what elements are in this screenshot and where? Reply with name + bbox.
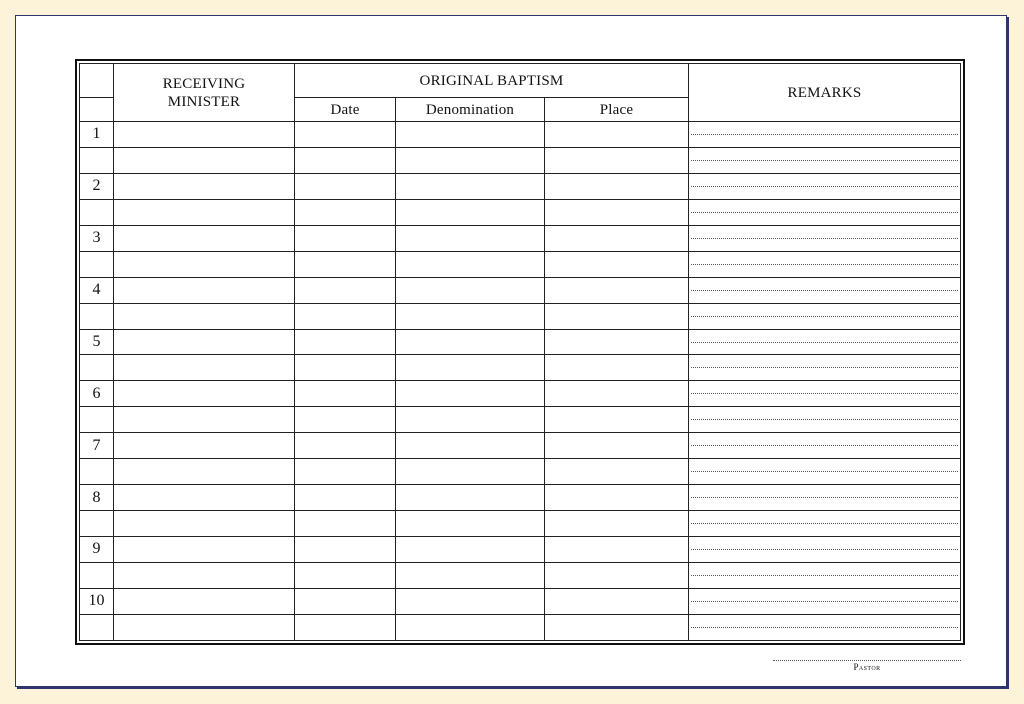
remarks-dotted-line — [691, 160, 958, 161]
remarks-dotted-line — [691, 471, 958, 472]
remarks-dotted-line — [691, 238, 958, 239]
receiving-minister-cell[interactable] — [114, 225, 295, 251]
table-row — [80, 459, 961, 485]
remarks-cell[interactable] — [689, 614, 961, 640]
register-table-frame — [75, 59, 965, 645]
place-cell[interactable] — [545, 433, 689, 459]
remarks-cell[interactable] — [689, 588, 961, 614]
place-cell[interactable] — [545, 199, 689, 225]
remarks-dotted-line — [691, 393, 958, 394]
place-header: Place — [545, 98, 689, 122]
date-cell[interactable] — [295, 485, 396, 511]
receiving-minister-cell[interactable] — [114, 251, 295, 277]
denomination-cell[interactable] — [396, 407, 545, 433]
remarks-cell[interactable] — [689, 147, 961, 173]
denomination-cell[interactable] — [396, 173, 545, 199]
entry-number: 8 — [80, 485, 114, 511]
date-cell[interactable] — [295, 329, 396, 355]
denomination-cell[interactable] — [396, 459, 545, 485]
remarks-dotted-line — [691, 367, 958, 368]
denomination-cell[interactable] — [396, 588, 545, 614]
remarks-dotted-line — [691, 212, 958, 213]
entry-number: 2 — [80, 173, 114, 199]
remarks-cell[interactable] — [689, 459, 961, 485]
place-cell[interactable] — [545, 381, 689, 407]
date-cell[interactable] — [295, 562, 396, 588]
entry-number: 3 — [80, 225, 114, 251]
remarks-cell[interactable] — [689, 537, 961, 563]
pastor-label: Pastor — [853, 662, 881, 672]
place-cell[interactable] — [545, 485, 689, 511]
remarks-dotted-line — [691, 342, 958, 343]
receiving-minister-cell[interactable] — [114, 277, 295, 303]
place-cell[interactable] — [545, 329, 689, 355]
entry-number: 5 — [80, 329, 114, 355]
remarks-dotted-line — [691, 575, 958, 576]
denomination-cell[interactable] — [396, 251, 545, 277]
denomination-cell[interactable] — [396, 562, 545, 588]
remarks-cell[interactable] — [689, 355, 961, 381]
remarks-dotted-line — [691, 627, 958, 628]
receiving-minister-cell[interactable] — [114, 122, 295, 148]
entry-number-blank — [80, 511, 114, 537]
receiving-minister-cell[interactable] — [114, 511, 295, 537]
table-row — [80, 147, 961, 173]
remarks-dotted-line — [691, 549, 958, 550]
table-row — [80, 485, 961, 511]
receiving-minister-cell[interactable] — [114, 303, 295, 329]
entry-number: 10 — [80, 588, 114, 614]
table-row — [80, 277, 961, 303]
remarks-cell[interactable] — [689, 225, 961, 251]
date-cell[interactable] — [295, 588, 396, 614]
remarks-dotted-line — [691, 601, 958, 602]
receiving-minister-cell[interactable] — [114, 537, 295, 563]
receiving-minister-cell[interactable] — [114, 329, 295, 355]
receiving-minister-cell[interactable] — [114, 485, 295, 511]
table-row — [80, 122, 961, 148]
date-header: Date — [295, 98, 396, 122]
receiving-minister-cell[interactable] — [114, 147, 295, 173]
register-body — [80, 122, 961, 641]
date-cell[interactable] — [295, 459, 396, 485]
denomination-cell[interactable] — [396, 537, 545, 563]
denomination-cell[interactable] — [396, 433, 545, 459]
remarks-cell[interactable] — [689, 173, 961, 199]
date-cell[interactable] — [295, 147, 396, 173]
date-cell[interactable] — [295, 381, 396, 407]
denomination-cell[interactable] — [396, 355, 545, 381]
place-cell[interactable] — [545, 511, 689, 537]
remarks-cell[interactable] — [689, 381, 961, 407]
remarks-cell[interactable] — [689, 122, 961, 148]
remarks-header: REMARKS — [689, 64, 961, 122]
denomination-header: Denomination — [396, 98, 545, 122]
remarks-cell[interactable] — [689, 433, 961, 459]
register-table — [79, 63, 961, 641]
entry-number: 9 — [80, 537, 114, 563]
date-cell[interactable] — [295, 511, 396, 537]
remarks-cell[interactable] — [689, 277, 961, 303]
place-cell[interactable] — [545, 355, 689, 381]
remarks-cell[interactable] — [689, 485, 961, 511]
denomination-cell[interactable] — [396, 199, 545, 225]
receiving-minister-header: RECEIVING MINISTER — [114, 64, 295, 122]
remarks-cell[interactable] — [689, 329, 961, 355]
date-cell[interactable] — [295, 122, 396, 148]
table-row — [80, 588, 961, 614]
place-cell[interactable] — [545, 173, 689, 199]
denomination-cell[interactable] — [396, 225, 545, 251]
receiving-minister-cell[interactable] — [114, 381, 295, 407]
remarks-cell[interactable] — [689, 303, 961, 329]
receiving-minister-cell[interactable] — [114, 199, 295, 225]
remarks-cell[interactable] — [689, 407, 961, 433]
table-row — [80, 433, 961, 459]
denomination-cell[interactable] — [396, 614, 545, 640]
entry-number-blank — [80, 303, 114, 329]
entry-number: 7 — [80, 433, 114, 459]
remarks-dotted-line — [691, 134, 958, 135]
remarks-dotted-line — [691, 186, 958, 187]
table-row — [80, 251, 961, 277]
place-cell[interactable] — [545, 225, 689, 251]
pastor-signature-line — [773, 660, 961, 661]
receiving-minister-cell[interactable] — [114, 614, 295, 640]
receiving-minister-cell[interactable] — [114, 588, 295, 614]
entry-number-blank — [80, 614, 114, 640]
date-cell[interactable] — [295, 433, 396, 459]
remarks-cell[interactable] — [689, 511, 961, 537]
table-row — [80, 225, 961, 251]
place-cell[interactable] — [545, 614, 689, 640]
remarks-dotted-line — [691, 290, 958, 291]
table-row — [80, 199, 961, 225]
place-cell[interactable] — [545, 303, 689, 329]
table-row — [80, 329, 961, 355]
receiving-minister-cell[interactable] — [114, 562, 295, 588]
entry-number-blank — [80, 459, 114, 485]
entry-number-header — [80, 64, 114, 98]
date-cell[interactable] — [295, 537, 396, 563]
date-cell[interactable] — [295, 355, 396, 381]
table-row — [80, 355, 961, 381]
denomination-cell[interactable] — [396, 381, 545, 407]
table-row — [80, 381, 961, 407]
remarks-dotted-line — [691, 264, 958, 265]
date-cell[interactable] — [295, 251, 396, 277]
denomination-cell[interactable] — [396, 511, 545, 537]
denomination-cell[interactable] — [396, 277, 545, 303]
entry-number-blank — [80, 147, 114, 173]
receiving-minister-cell[interactable] — [114, 407, 295, 433]
remarks-dotted-line — [691, 523, 958, 524]
place-cell[interactable] — [545, 588, 689, 614]
entry-number: 1 — [80, 122, 114, 148]
receiving-minister-cell[interactable] — [114, 459, 295, 485]
entry-number: 4 — [80, 277, 114, 303]
place-cell[interactable] — [545, 251, 689, 277]
place-cell[interactable] — [545, 122, 689, 148]
entry-number: 6 — [80, 381, 114, 407]
date-cell[interactable] — [295, 614, 396, 640]
place-cell[interactable] — [545, 147, 689, 173]
remarks-dotted-line — [691, 316, 958, 317]
date-cell[interactable] — [295, 407, 396, 433]
date-cell[interactable] — [295, 277, 396, 303]
place-cell[interactable] — [545, 407, 689, 433]
entry-number-blank — [80, 251, 114, 277]
table-row — [80, 562, 961, 588]
date-cell[interactable] — [295, 199, 396, 225]
place-cell[interactable] — [545, 562, 689, 588]
remarks-cell[interactable] — [689, 251, 961, 277]
receiving-minister-cell[interactable] — [114, 355, 295, 381]
remarks-dotted-line — [691, 419, 958, 420]
denomination-cell[interactable] — [396, 329, 545, 355]
place-cell[interactable] — [545, 459, 689, 485]
table-row — [80, 407, 961, 433]
table-row — [80, 303, 961, 329]
date-cell[interactable] — [295, 173, 396, 199]
denomination-cell[interactable] — [396, 303, 545, 329]
entry-number-blank — [80, 562, 114, 588]
entry-number-blank — [80, 355, 114, 381]
remarks-dotted-line — [691, 445, 958, 446]
date-cell[interactable] — [295, 303, 396, 329]
remarks-dotted-line — [691, 497, 958, 498]
entry-number-blank — [80, 407, 114, 433]
table-row — [80, 511, 961, 537]
table-row — [80, 537, 961, 563]
original-baptism-header: ORIGINAL BAPTISM — [295, 64, 689, 98]
entry-number-blank — [80, 199, 114, 225]
denomination-cell[interactable] — [396, 122, 545, 148]
table-row — [80, 614, 961, 640]
table-row — [80, 173, 961, 199]
receiving-minister-cell[interactable] — [114, 173, 295, 199]
date-cell[interactable] — [295, 225, 396, 251]
place-cell[interactable] — [545, 277, 689, 303]
remarks-cell[interactable] — [689, 199, 961, 225]
receiving-minister-cell[interactable] — [114, 433, 295, 459]
entry-number-subheader — [80, 98, 114, 122]
denomination-cell[interactable] — [396, 485, 545, 511]
denomination-cell[interactable] — [396, 147, 545, 173]
remarks-cell[interactable] — [689, 562, 961, 588]
place-cell[interactable] — [545, 537, 689, 563]
